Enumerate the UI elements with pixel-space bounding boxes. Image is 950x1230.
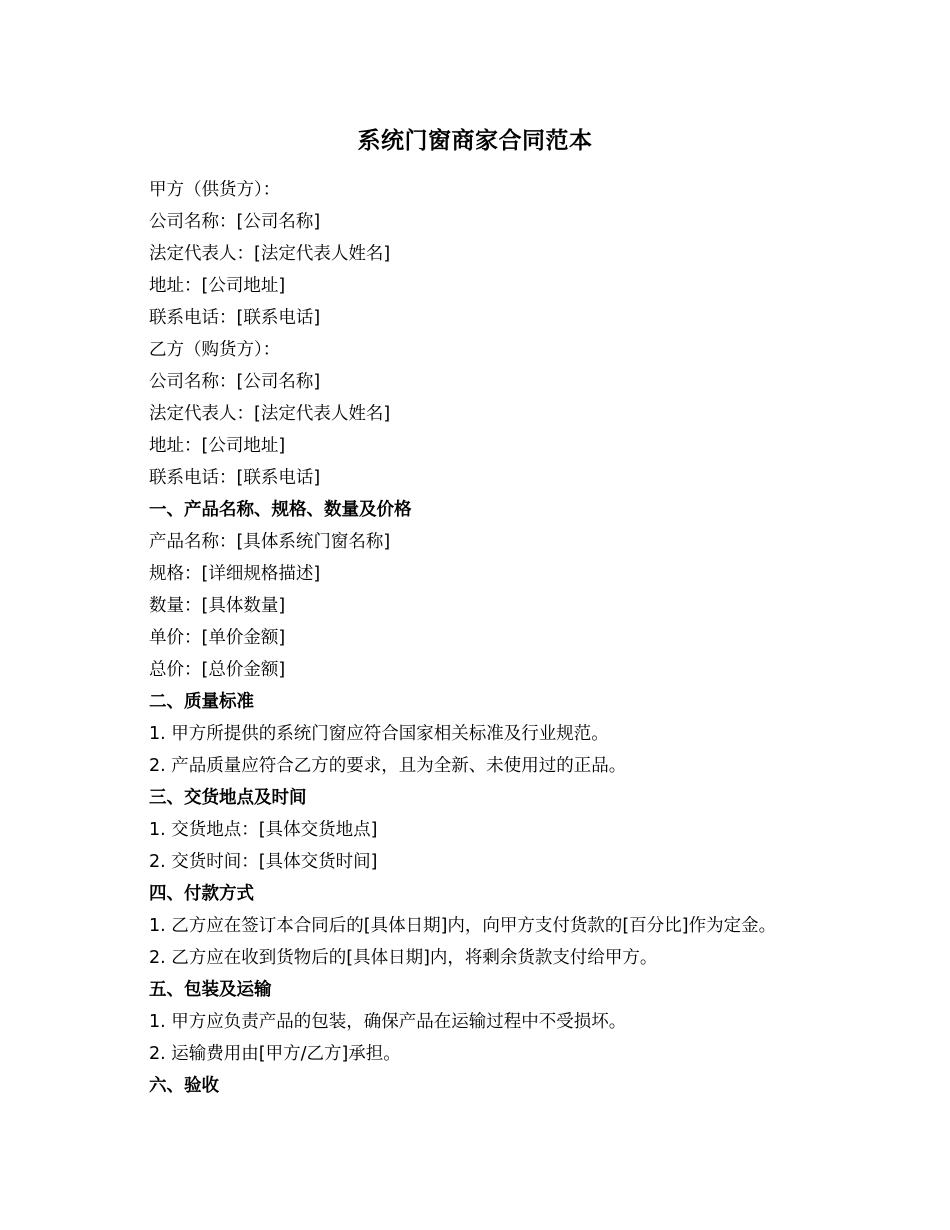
- document-body: [149, 174, 869, 1102]
- paragraph-line: 总价：[总价金额]: [149, 660, 286, 680]
- paragraph-line: 规格：[详细规格描述]: [149, 564, 321, 584]
- paragraph-line: 数量：[具体数量]: [149, 596, 286, 616]
- paragraph-line: 甲方（供货方）：: [149, 180, 281, 200]
- paragraph-line: 2. 运输费用由[甲方/乙方]承担。: [149, 1044, 401, 1064]
- paragraph-line: 地址：[公司地址]: [149, 436, 286, 456]
- section-heading: 四、付款方式: [149, 884, 254, 904]
- paragraph-line: 公司名称：[公司名称]: [149, 212, 321, 232]
- paragraph-line: 2. 交货时间：[具体交货时间]: [149, 852, 378, 872]
- paragraph-line: 法定代表人：[法定代表人姓名]: [149, 244, 391, 264]
- document-title: 系统门窗商家合同范本: [357, 128, 593, 154]
- paragraph-line: 联系电话：[联系电话]: [149, 308, 321, 328]
- paragraph-line: 地址：[公司地址]: [149, 276, 286, 296]
- section-heading: 三、交货地点及时间: [149, 788, 307, 808]
- paragraph-line: 2. 乙方应在收到货物后的[具体日期]内，将剩余货款支付给甲方。: [149, 948, 658, 968]
- paragraph-line: 2. 产品质量应符合乙方的要求，且为全新、未使用过的正品。: [149, 756, 627, 776]
- section-heading: 一、产品名称、规格、数量及价格: [149, 500, 412, 520]
- paragraph-line: 公司名称：[公司名称]: [149, 372, 321, 392]
- paragraph-line: 1. 交货地点：[具体交货地点]: [149, 820, 378, 840]
- paragraph-line: 单价：[单价金额]: [149, 628, 286, 648]
- section-heading: 二、质量标准: [149, 692, 254, 712]
- paragraph-line: 乙方（购货方）：: [149, 340, 281, 360]
- paragraph-line: 1. 甲方所提供的系统门窗应符合国家相关标准及行业规范。: [149, 724, 609, 744]
- paragraph-line: 产品名称：[具体系统门窗名称]: [149, 532, 391, 552]
- paragraph-line: 联系电话：[联系电话]: [149, 468, 321, 488]
- paragraph-line: 法定代表人：[法定代表人姓名]: [149, 404, 391, 424]
- section-heading: 五、包装及运输: [149, 980, 272, 1000]
- paragraph-line: 1. 乙方应在签订本合同后的[具体日期]内，向甲方支付货款的[百分比]作为定金。: [149, 916, 777, 936]
- section-heading: 六、验收: [149, 1076, 219, 1096]
- paragraph-line: 1. 甲方应负责产品的包装，确保产品在运输过程中不受损坏。: [149, 1012, 627, 1032]
